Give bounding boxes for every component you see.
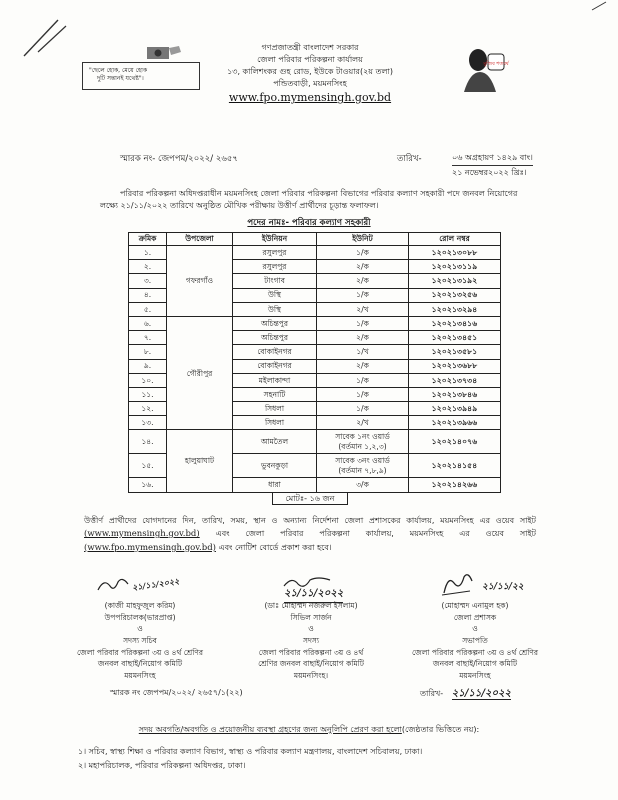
cell-unit: ১/ক	[317, 387, 409, 401]
list-item: ২। মহাপরিচালক, পরিবার পরিকল্পনা অধিদপ্তর, ঢাকা।	[78, 761, 246, 770]
signatory-line: জেলা পরিবার পরিকল্পনা ৩য় ও ৪র্থ শ্রেণির	[411, 647, 539, 657]
intro-paragraph: পরিবার পরিকল্পনা অধিদপ্তরাধীন ময়মনসিংহ জেলা পরিবার পরিকল্পনা বিভাগের পরিবার কল্যাণ সহকারী পদে জনবল নিয়োগের লক্ষ্যে ২১/১১/২০২২ তারিখে অনুষ্ঠিত মৌখিক পরীক্ষায় উত্তীর্ণ প্রার্থীদের চূড়ান্ত ফলাফল।	[100, 189, 518, 211]
cell-union: ভুবনকুড়া	[233, 454, 317, 478]
cell-union: আমতৈল	[233, 430, 317, 454]
cell-serial: ১৫.	[129, 454, 167, 478]
cell-unit: ১/ক	[317, 316, 409, 330]
signature-area	[232, 582, 390, 600]
cell-roll: ১২০২১৩৪৫১	[409, 331, 501, 345]
cell-union: উস্থি	[233, 302, 317, 316]
header-unit: ইউনিট	[317, 233, 409, 246]
post-title: পদের নামঃ- পরিবার কল্যাণ সহকারী	[247, 218, 371, 228]
cell-unit: ১/ক	[317, 288, 409, 302]
signatory-line: জেলা প্রশাসক	[453, 612, 497, 622]
header-government: গণপ্রজাতন্ত্রী বাংলাদেশ সরকার	[261, 43, 359, 52]
signatory-line: জনবল বাছাই/নিয়োগ কমিটি	[97, 659, 183, 669]
cell-roll: ১২০২১৩৯৪৯	[409, 402, 501, 416]
signatory-line: সদস্য সচিব	[123, 635, 157, 645]
cell-union: রসুলপুর	[233, 246, 317, 260]
header-area: পন্ডিতবাড়ী, ময়মনসিংহ	[273, 79, 347, 88]
signature-date: ২১/১১/২০২২	[284, 586, 343, 603]
fpo-website-link[interactable]: (www.fpo.mymensingh.gov.bd)	[84, 542, 216, 553]
cell-union: সিধলা	[233, 416, 317, 430]
cell-unit-line2: (বর্তমান ৭,৮,৯)	[338, 465, 387, 475]
header-union: ইউনিয়ন	[233, 233, 317, 246]
pen-tick-mark	[590, 0, 610, 12]
slogan-line-1: "ছেলে হোক, মেয়ে হোক	[89, 67, 148, 74]
cell-upazila: গফরগাঁও	[167, 246, 233, 317]
cell-union: ধারা	[233, 478, 317, 492]
signatory-name: (ডাঃ মোহাম্মদ নজরুল ইসলাম)	[264, 601, 358, 610]
cell-serial: ৪.	[129, 288, 167, 302]
table-row	[129, 246, 501, 260]
signatory-line: জনবল বাছাই/নিয়োগ কমিটি	[432, 659, 518, 669]
cell-roll: ১২০২১৩৭৩৪	[409, 373, 501, 387]
header-address: ১৩, কালিশংকর গুহ রোড, ইউকে টাওয়ার(২য় তলা)	[227, 67, 393, 76]
cell-serial: ১২.	[129, 402, 167, 416]
cell-unit: ৩/ক	[317, 478, 409, 492]
cell-union: বোকাইনগর	[233, 345, 317, 359]
cell-unit: ১/ক	[317, 402, 409, 416]
cell-unit: ২/ক	[317, 260, 409, 274]
signatory-deputy-commissioner	[400, 575, 550, 681]
list-item: ১। সচিব, স্বাস্থ্য শিক্ষা ও পরিবার কল্যাণ বিভাগ, স্বাস্থ্য ও পরিবার কল্যাণ মন্ত্রণালয়, বাংলাদেশ সচিবালয়, ঢাকা।	[78, 747, 423, 756]
cell-union: বোকাইনগর	[233, 359, 317, 373]
cell-unit	[317, 430, 409, 454]
signatory-line: সদস্য	[302, 635, 320, 645]
cell-union: টাংগাব	[233, 274, 317, 288]
cell-unit: ২/ক	[317, 359, 409, 373]
header-serial: ক্রমিক	[129, 233, 167, 246]
cell-roll: ১২০২১৩৮৪৬	[409, 387, 501, 401]
cell-serial: ১০.	[129, 373, 167, 387]
dc-website-link[interactable]: (www.mymensingh.gov.bd)	[84, 528, 200, 539]
cell-roll: ১২০২১৩৫৮১	[409, 345, 501, 359]
cell-roll: ১২০২১৩৯৬৬	[409, 416, 501, 430]
cell-roll: ১২০২১৩২৯৪	[409, 302, 501, 316]
copy-recipients-list	[78, 745, 548, 773]
cell-roll: ১২০২১৩১৯২	[409, 274, 501, 288]
copy-memo-date-label: তারিখ-	[420, 689, 444, 698]
copy-memo-date	[420, 688, 511, 701]
header-upazila: উপজেলা	[167, 233, 233, 246]
para2-text1: উত্তীর্ণ প্রার্থীদের যোগদানের দিন, তারিখ, সময়, স্থান ও অন্যান্য নির্দেশনা জেলা প্রশাসকের কার্যালয়, ময়মনসিংহ এর ওয়েব সাইট	[84, 516, 536, 525]
cell-upazila: গৌরীপুর	[167, 316, 233, 430]
signatory-civil-surgeon	[232, 582, 390, 681]
signatory-line: ময়মনসিংহ	[124, 670, 156, 680]
memo-date-english: ২১ নভেম্বর২০২২ খ্রিঃ।	[452, 168, 527, 178]
signature-date: ২১/১১/২০২২	[131, 575, 180, 593]
signatory-name: (কাজী মাহফুজুল করিম)	[104, 601, 176, 610]
table-row	[129, 316, 501, 330]
cell-serial: ১১.	[129, 387, 167, 401]
cell-union: অচিন্তপুর	[233, 316, 317, 330]
signatory-line: শ্রেণির জনবল বাছাই/নিয়োগ কমিটি	[258, 659, 364, 669]
cell-unit-line1: সাবেক ৩নং ওয়ার্ড	[335, 456, 390, 466]
signatory-name: (মোহাম্মদ এনামুল হক)	[441, 601, 509, 610]
cell-roll: ১২০২১৪১৫৪	[409, 454, 501, 478]
cell-roll: ১২০২১৩১১৯	[409, 260, 501, 274]
cell-serial: ১৬.	[129, 478, 167, 492]
cell-roll: ১২০২১৪০৭৬	[409, 430, 501, 454]
signatory-line: সিভিল সার্জন	[290, 612, 332, 622]
cell-roll: ১২০২১৩২৫৬	[409, 288, 501, 302]
cell-serial: ১৩.	[129, 416, 167, 430]
mujib-portrait-icon	[462, 44, 509, 94]
cell-unit: ১/খ	[317, 345, 409, 359]
cell-unit-line1: সাবেক ১নং ওয়ার্ড	[335, 432, 390, 442]
cell-unit: ২/খ	[317, 416, 409, 430]
signatory-line: সভাপতি	[462, 635, 488, 645]
joining-instructions-paragraph	[84, 515, 536, 555]
table-header-row	[129, 233, 501, 246]
cell-serial: ৩.	[129, 274, 167, 288]
para2-text3: এবং নোটিশ বোর্ডে প্রকাশ করা হবে।	[218, 542, 332, 552]
cell-upazila: হালুয়াঘাট	[167, 430, 233, 492]
cell-unit	[317, 454, 409, 478]
memo-reference: স্মারক নং- জেপপম/২০২২/ ২৬৫৭	[120, 154, 238, 164]
cell-serial: ৯.	[129, 359, 167, 373]
cell-serial: ১.	[129, 246, 167, 260]
cell-serial: ২.	[129, 260, 167, 274]
signature-date: ২১/১১/২২	[482, 582, 524, 592]
copy-notice	[0, 725, 618, 735]
handwritten-signature-icon	[440, 571, 474, 597]
cell-unit: ১/ক	[317, 246, 409, 260]
cell-union: উস্থি	[233, 288, 317, 302]
signatory-member-secretary	[70, 575, 210, 681]
signatory-line: জেলা পরিবার পরিকল্পনা ৩য় ও ৪র্থ শ্রেণির	[76, 647, 204, 657]
signatory-line: ময়মনসিংহ।	[293, 670, 329, 680]
portrait-caption: মুজিব শতবর্ষ	[483, 61, 509, 67]
copy-memo-reference: স্মারক নং জেপপম/২০২২/ ২৬৫৭/১(২২)	[110, 688, 243, 697]
pen-stroke-mark	[18, 6, 78, 66]
cell-unit: ২/খ	[317, 302, 409, 316]
signatory-line: ও	[308, 624, 314, 634]
cell-unit-line2: (বর্তমান ১,২,৩)	[338, 441, 387, 451]
cell-serial: ৫.	[129, 302, 167, 316]
cell-serial: ৬.	[129, 316, 167, 330]
cell-serial: ১৪.	[129, 430, 167, 454]
cell-unit: ২/ক	[317, 331, 409, 345]
header-roll: রোল নম্বর	[409, 233, 501, 246]
cell-serial: ৭.	[129, 331, 167, 345]
cell-roll: ১২০২১৩৪১৬	[409, 316, 501, 330]
signatory-line: ও	[472, 624, 478, 634]
cell-unit: ১/ক	[317, 373, 409, 387]
copy-memo-date-value: ২১/১১/২০২২	[451, 688, 511, 699]
cell-serial: ৮.	[129, 345, 167, 359]
header-website-link[interactable]: www.fpo.mymensingh.gov.bd	[228, 91, 392, 104]
signatory-line: ও	[137, 624, 143, 634]
cell-union: অচিন্তপুর	[233, 331, 317, 345]
header-office: জেলা পরিবার পরিকল্পনা কার্যালয়	[257, 55, 363, 64]
cell-roll: ১২০২১৩৬৮৮	[409, 359, 501, 373]
office-header	[160, 42, 460, 107]
handwritten-signature-icon	[96, 576, 132, 596]
signature-area	[400, 575, 550, 600]
copy-notice-suffix: (জেষ্ঠতার ভিত্তিতে নয়):	[401, 725, 480, 734]
memo-date-bangla: ০৬ অগ্রহায়ণ ১৪২৯ বাং।	[452, 151, 533, 166]
copy-notice-main: সদয় অবগতি/অবগতি ও প্রয়োজনীয় ব্যবস্থা গ্রহণের জন্য অনুলিপি প্রেরণ করা হলো	[138, 725, 402, 734]
slogan-line-2: দুটি সন্তানই যথেষ্ট"।	[97, 75, 144, 83]
signatory-line: উপপরিচালক(ভারপ্রাপ্ত)	[104, 612, 176, 622]
memo-date-label: তারিখ-	[397, 154, 422, 164]
signatory-line: জেলা পরিবার পরিকল্পনা ৩য় ও ৪র্থ	[258, 647, 364, 657]
cell-unit: ২/ক	[317, 274, 409, 288]
table-row	[129, 430, 501, 454]
cell-roll: ১২০২১৩০৮৮	[409, 246, 501, 260]
cell-roll: ১২০২১৪২৬৬	[409, 478, 501, 492]
cell-union: মইলাকান্দা	[233, 373, 317, 387]
cell-union: রসুলপুর	[233, 260, 317, 274]
result-table	[128, 232, 501, 493]
para2-text2: এবং জেলা পরিবার পরিকল্পনা কার্যালয়, ময়মনসিংহ এর ওয়েব সাইট	[215, 528, 536, 538]
total-count: মোটঃ- ১৬ জন	[272, 492, 348, 505]
signature-area	[70, 575, 210, 600]
signatory-line: ময়মনসিংহ	[459, 670, 491, 680]
cell-union: সিধলা	[233, 402, 317, 416]
memo-date	[452, 151, 533, 181]
cell-union: সহনাটি	[233, 387, 317, 401]
